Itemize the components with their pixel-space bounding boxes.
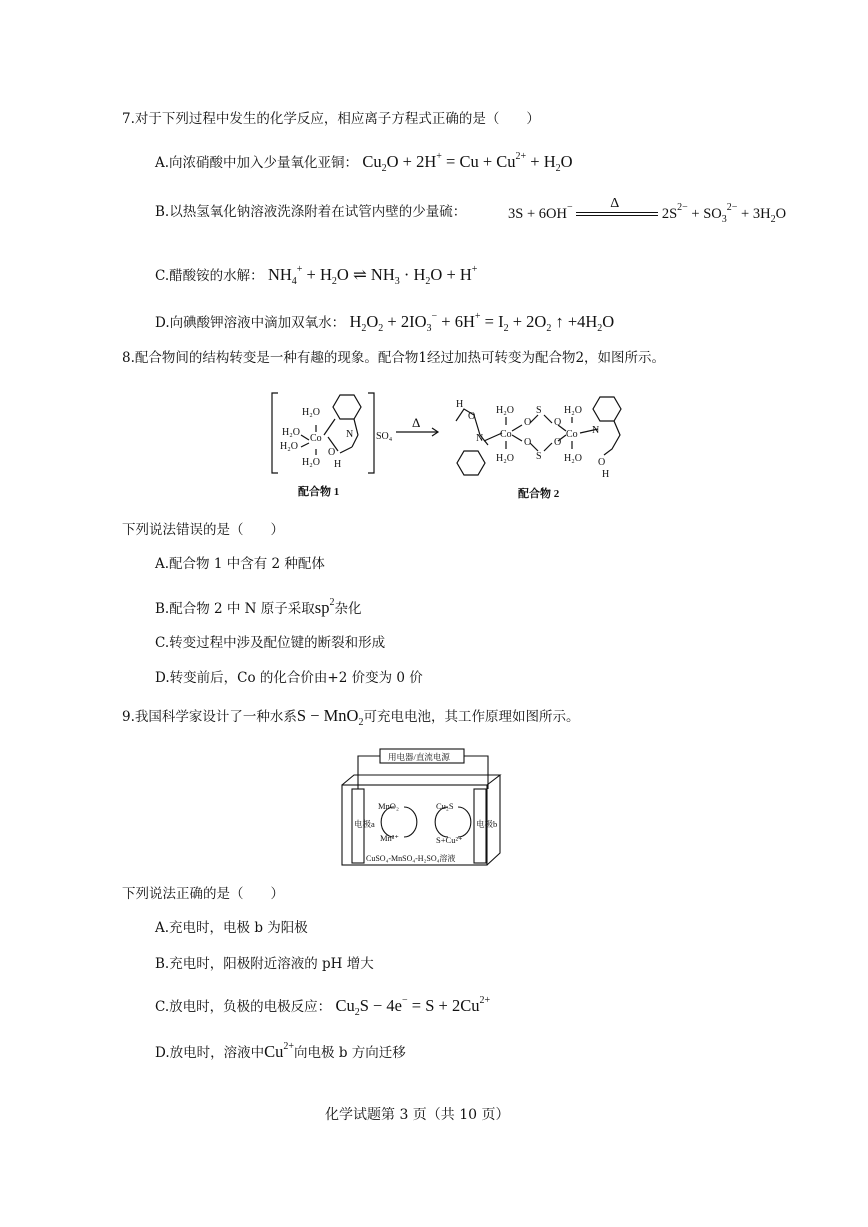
svg-text:O: O [524, 417, 532, 428]
q7-option-d-text: D.向碘酸钾溶液中滴加双氧水： [155, 315, 346, 331]
q8-option-c: C.转变过程中涉及配位键的断裂和形成 [155, 635, 386, 651]
svg-text:H₂O: H₂O [496, 453, 514, 464]
svg-text:H₂O: H₂O [496, 405, 514, 416]
q9-option-c [155, 996, 490, 1018]
svg-text:Co: Co [310, 433, 322, 444]
q7-option-b [155, 206, 466, 220]
q9-option-b: B.充电时，阳极附近溶液的 pH 增大 [155, 956, 374, 972]
svg-text:Co: Co [566, 429, 578, 440]
q9-option-c-formula: $Cu_2S - 4e^- = S + 2Cu^{2+}$ [335, 995, 491, 1018]
svg-text:O: O [554, 437, 562, 448]
right-bottom-species: S+Cu²⁺ [436, 835, 463, 845]
q8-stem: 8.配合物间的结构转变是一种有趣的现象。配合物1经过加热可转变为配合物2，如图所示。 [122, 350, 666, 366]
right-top-species: Cu₂S [436, 801, 454, 811]
svg-text:H₂O: H₂O [564, 405, 582, 416]
q8-option-b-text: B.配合物 2 中 N 原子采取 [155, 601, 315, 617]
q7-option-a [155, 152, 573, 174]
complex-structure-figure [268, 385, 738, 505]
svg-text:N: N [476, 433, 484, 444]
q7-option-a-text: A.向浓硝酸中加入少量氧化亚铜： [155, 155, 359, 171]
q7-option-d [155, 312, 614, 334]
left-bottom-species: Mn²⁺ [380, 833, 399, 843]
q9-stem-pre: 9.我国科学家设计了一种水系 [122, 709, 297, 725]
q7-option-d-formula: $H_2O_2 + 2IO_3^- + 6H^+ = I_2 + 2O_2$ ↑ $+4H_2O$ [349, 311, 615, 334]
q7-option-b-formula: 3S + 6OH− Δ $2S^{2-} + SO_3^{2-} + 3H_2O$ [508, 195, 787, 225]
q7-option-c [155, 265, 477, 287]
svg-text:O: O [598, 457, 606, 468]
electrode-a-label: 电极a [354, 819, 375, 829]
svg-text:N: N [346, 429, 354, 440]
q9-option-d [155, 1042, 406, 1061]
svg-text:H: H [602, 469, 610, 480]
q7-condition-arrow [576, 195, 658, 221]
svg-text:O: O [468, 411, 476, 422]
svg-text:O: O [524, 437, 532, 448]
complex-2-label: 配合物 2 [518, 488, 560, 500]
q7-option-c-formula: $NH_4^+ + H_2O$ ⇌ $NH_3 \cdot H_2O + H^+$ [267, 264, 478, 287]
q7-option-a-formula: $Cu_2O + 2H^+ = Cu + Cu^{2+} + H_2O$ [362, 151, 573, 174]
svg-text:H₂O: H₂O [564, 453, 582, 464]
q9-option-d-formula: $Cu^{2+}$ [264, 1041, 295, 1061]
q9-option-a: A.充电时，电极 b 为阳极 [155, 920, 308, 936]
q9-stem [122, 708, 579, 728]
battery-figure [330, 745, 520, 870]
device-label: 用电器/直流电源 [388, 752, 450, 762]
svg-text:H: H [334, 459, 342, 470]
q9-option-c-text: C.放电时，负极的电极反应： [155, 999, 332, 1015]
q7-option-c-text: C.醋酸铵的水解： [155, 268, 264, 284]
svg-text:H₂O: H₂O [302, 457, 320, 468]
q7-condition-delta: Δ [610, 195, 620, 211]
svg-text:Co: Co [500, 429, 512, 440]
left-top-species: MnO₂ [378, 801, 399, 811]
electrode-b-label: 电极b [476, 819, 498, 829]
svg-text:S: S [536, 451, 542, 462]
sulfate-label: SO₄ [376, 431, 393, 442]
svg-text:N: N [592, 425, 600, 436]
q8-option-b-formula: $sp^2$ [314, 597, 335, 617]
q8-option-d: D.转变前后，Co 的化合价由+2 价变为 0 价 [155, 670, 423, 686]
page-footer: 化学试题第 3 页（共 10 页） [325, 1107, 510, 1123]
q8-option-b [155, 598, 361, 617]
q7-stem: 7.对于下列过程中发生的化学反应，相应离子方程式正确的是（ ） [122, 111, 540, 127]
svg-text:H₂O: H₂O [282, 427, 300, 438]
q9-stem-post: 可充电电池，其工作原理如图所示。 [363, 709, 580, 725]
svg-text:O: O [554, 417, 562, 428]
figure-arrow-delta: Δ [412, 415, 421, 430]
svg-text:O: O [328, 447, 336, 458]
svg-text:S: S [536, 405, 542, 416]
q7-option-b-text: B.以热氢氧化钠溶液洗涤附着在试管内壁的少量硫： [155, 204, 467, 220]
complex-1-label: 配合物 1 [298, 486, 340, 498]
svg-text:H₂O: H₂O [280, 441, 298, 452]
solution-label: CuSO₄-MnSO₄-H₂SO₄溶液 [366, 854, 456, 863]
q8-prompt: 下列说法错误的是（ ） [122, 522, 284, 538]
svg-text:H₂O: H₂O [302, 407, 320, 418]
q9-option-d-text: D.放电时，溶液中 [155, 1045, 265, 1061]
svg-text:H: H [456, 399, 464, 410]
q8-option-b-tail: 杂化 [334, 601, 362, 617]
q8-option-a: A.配合物 1 中含有 2 种配体 [155, 556, 325, 572]
q9-prompt: 下列说法正确的是（ ） [122, 886, 284, 902]
q9-stem-formula: S − MnO$_2$ [296, 706, 364, 728]
q9-option-d-tail: 向电极 b 方向迁移 [294, 1045, 406, 1061]
